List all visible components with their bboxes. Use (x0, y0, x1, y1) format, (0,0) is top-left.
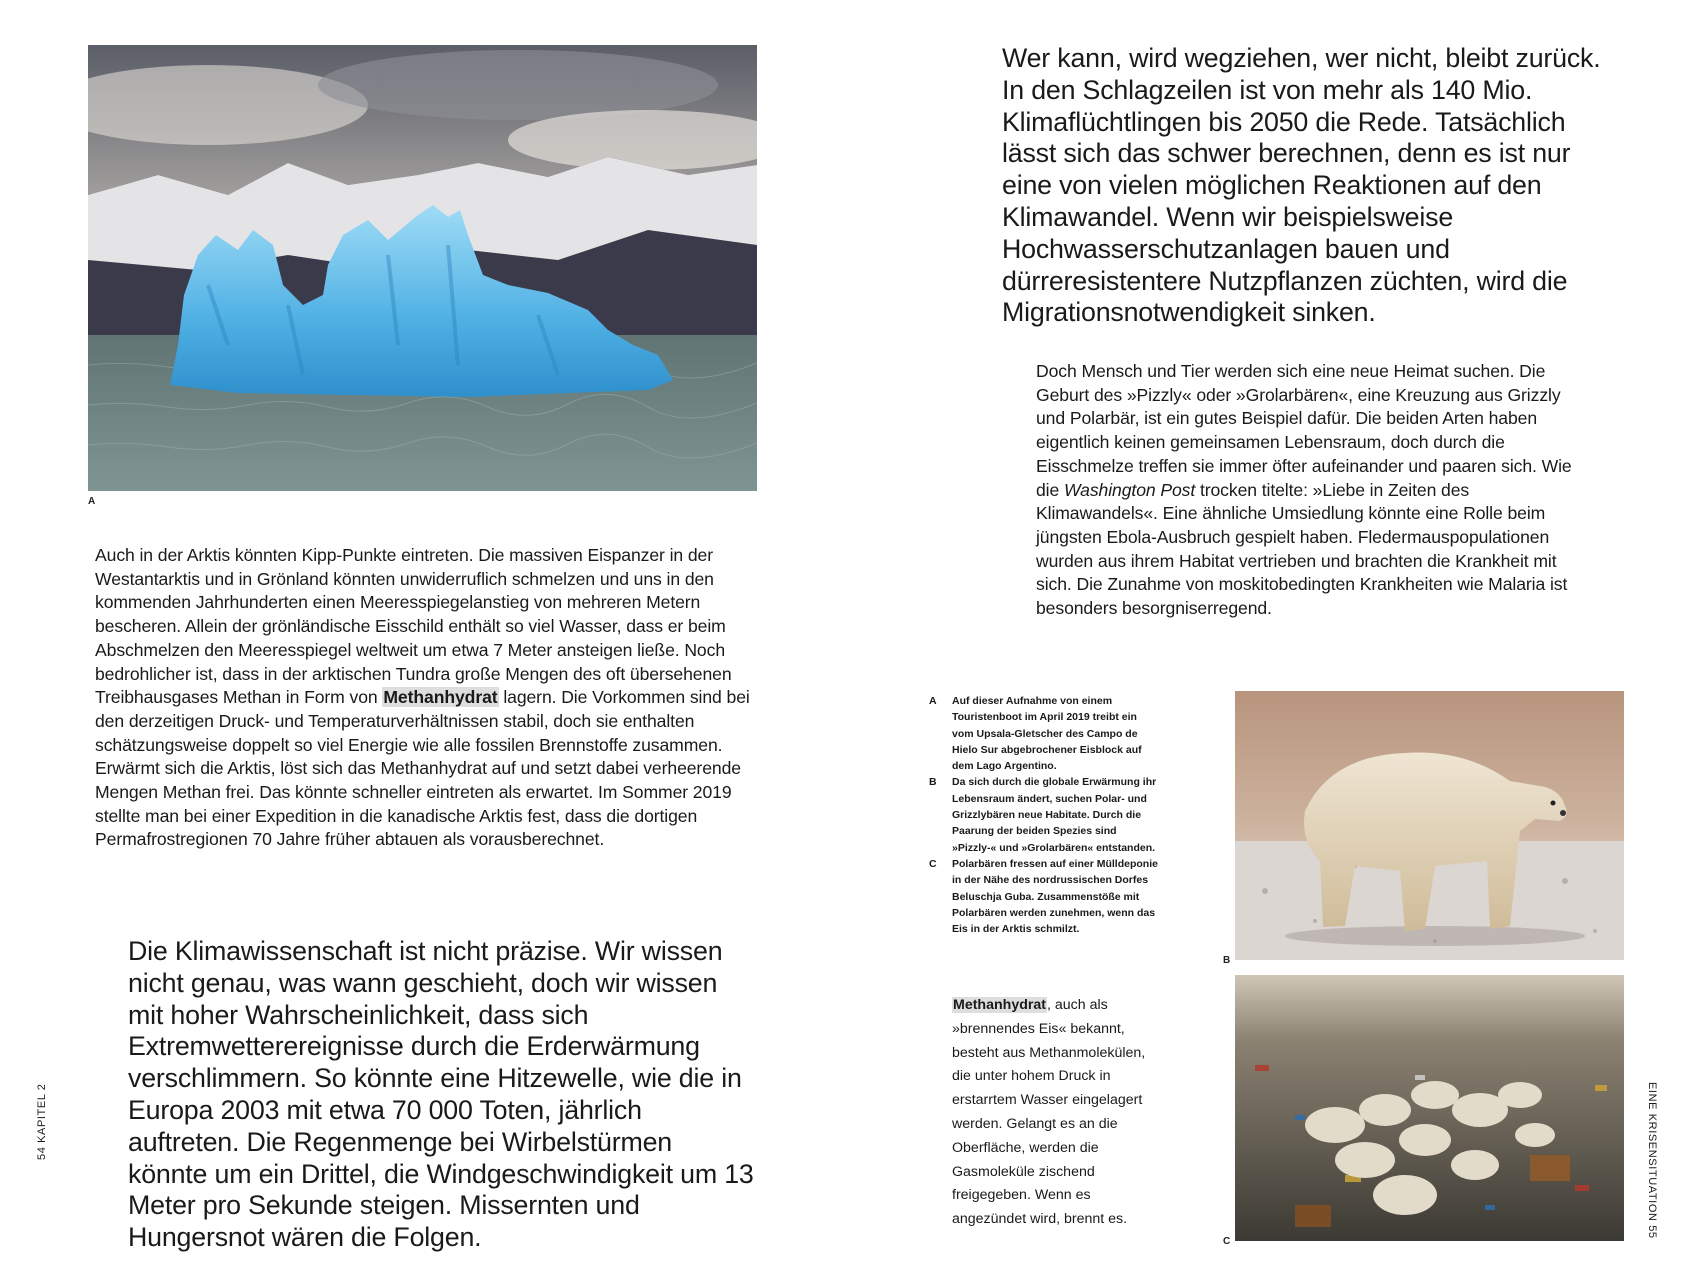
caption-a-letter: A (929, 695, 937, 707)
right-body-text-1: Doch Mensch und Tier werden sich eine neue Heimat suchen. Die Geburt des »Pizzly« oder »Grolarbären«, eine Kreuzung aus Grizzly und Polarbär, ist ein gutes Beispiel dafür. Die beiden Arten haben eigentlich keinen gemeinsamen Lebensraum, doch durch die Eisschmelze treffen sie immer öfter aufeinander und paaren sich. Wie die (1036, 361, 1572, 500)
caption-c-text: Polarbären fressen auf einer Mülldeponie in der Nähe des nordrussischen Dorfes Beluschja Guba. Zusammenstöße mit Polarbären werden zunehmen, wenn das Eis in der Arktis schmilzt. (952, 857, 1158, 936)
right-body-text-2: trocken titelte: »Liebe in Zeiten des Klimawandels«. Eine ähnliche Umsiedlung könnte eine Rolle beim jüngsten Ebola-Ausbruch gespielt haben. Fledermauspopulationen wurden aus ihrem Habitat vertrieben und brachten die Krankheit mit sich. Die Zunahme von moskitobedingten Krankheiten wie Malaria ist besonders besorgniserregend. (1036, 479, 1568, 619)
washington-post-title: Washington Post (1063, 479, 1196, 500)
caption-b (929, 774, 1159, 855)
methanhydrat-highlight: Methanhydrat (383, 687, 498, 708)
caption-b-letter: B (929, 776, 937, 789)
right-page-folio: EINE KRISENSITUATION 55 (1646, 1082, 1658, 1239)
photo-c-letter: C (1223, 1236, 1231, 1247)
caption-a-text: Auf dieser Aufnahme von einem Touristenboot im April 2019 treibt ein vom Upsala-Gletscher des Campo de Hielo Sur abgebrochener Eisblock auf dem Lago Argentino. (952, 695, 1142, 773)
left-page-folio: 54 KAPITEL 2 (36, 1083, 48, 1160)
photo-a-letter: A (88, 496, 96, 507)
left-body-text-1: Auch in der Arktis könnten Kipp-Punkte eintreten. Die massiven Eispanzer in der Westantarktis und in Grönland könnten unwiderruflich schmelzen und uns in den kommenden Jahrhunderten einen Meeresspiegelanstieg von mehreren Metern bescheren. Allein der grönländische Eisschild enthält so viel Wasser, dass er beim Abschmelzen den Meeresspiegel weltweit um etwa 7 Meter ansteigen ließe. Noch bedrohlicher ist, dass in der arktischen Tundra große Mengen des oft übersehenen Treibhausgases Methan in Form von (95, 545, 732, 708)
left-body-text-2: lagern. Die Vorkommen sind bei den derzeitigen Druck- und Temperaturverhältnissen stabil, doch sie enthalten schätzungsweise doppelt so viel Energie wie alle fossilen Brennstoffe zusammen. Erwärmt sich die Arktis, löst sich das Methanhydrat auf und setzt dabei verheerende Mengen Methan frei. Das könnte schneller eintreten als erwartet. Im Sommer 2019 stellte man bei einer Expedition in die kanadische Arktis fest, dass die dortigen Permafrostregionen 70 Jahre früher abtauen als vorausberechnet. (95, 687, 750, 850)
caption-c-letter: C (929, 857, 937, 870)
side-note-term: Methanhydrat (953, 997, 1047, 1013)
caption-c (929, 856, 1159, 937)
right-lead-paragraph: Wer kann, wird wegziehen, wer nicht, bleibt zurück. In den Schlagzeilen ist von mehr als 140 Mio. Klimaflüchtlingen bis 2050 die Rede. Tatsächlich lässt sich das schwer berechnen, denn es ist nur eine von vielen möglichen Reaktionen auf den Klimawandel. Wenn wir beispielsweise Hochwasserschutzanlagen bauen und dürreresistentere Nutzpflanzen züchten, wird die Migrationsnotwendigkeit sinken. (1002, 43, 1601, 328)
photo-b-letter: B (1223, 955, 1231, 966)
dump-bears-photo (1235, 975, 1624, 1241)
methanhydrat-side-note (952, 994, 1148, 1232)
caption-b-text: Da sich durch die globale Erwärmung ihr Lebensraum ändert, suchen Polar- und Grizzlybären neue Habitate. Durch die Paarung der beiden Spezies sind »Pizzly-« und »Grolarbären« entstanden. (952, 776, 1157, 854)
caption-list (929, 693, 1159, 937)
left-body-paragraph (95, 544, 750, 852)
right-body-paragraph (1036, 360, 1591, 621)
polar-bear-photo (1235, 691, 1624, 960)
left-lead-paragraph: Die Klimawissenschaft ist nicht präzise. Wir wissen nicht genau, was wann geschieht, doch wir wissen mit hoher Wahrscheinlichkeit, dass sich Extremwetterereignisse durch die Erderwärmung verschlimmern. So könnte eine Hitzewelle, wie die in Europa 2003 mit etwa 70 000 Toten, jährlich auftreten. Die Regenmenge bei Wirbelstürmen könnte um ein Drittel, die Windgeschwindigkeit um 13 Meter pro Sekunde steigen. Missernten und Hungersnot wären die Folgen. (128, 936, 754, 1253)
iceberg-photo (88, 45, 757, 491)
side-note-text: , auch als »brennendes Eis« bekannt, besteht aus Methanmolekülen, die unter hohem Druck in erstarrtem Wasser eingelagert werden. Gelangt es an die Oberfläche, werden die Gasmoleküle zischend freigegeben. Wenn es angezündet wird, brennt es. (952, 997, 1146, 1228)
caption-a (929, 693, 1159, 774)
